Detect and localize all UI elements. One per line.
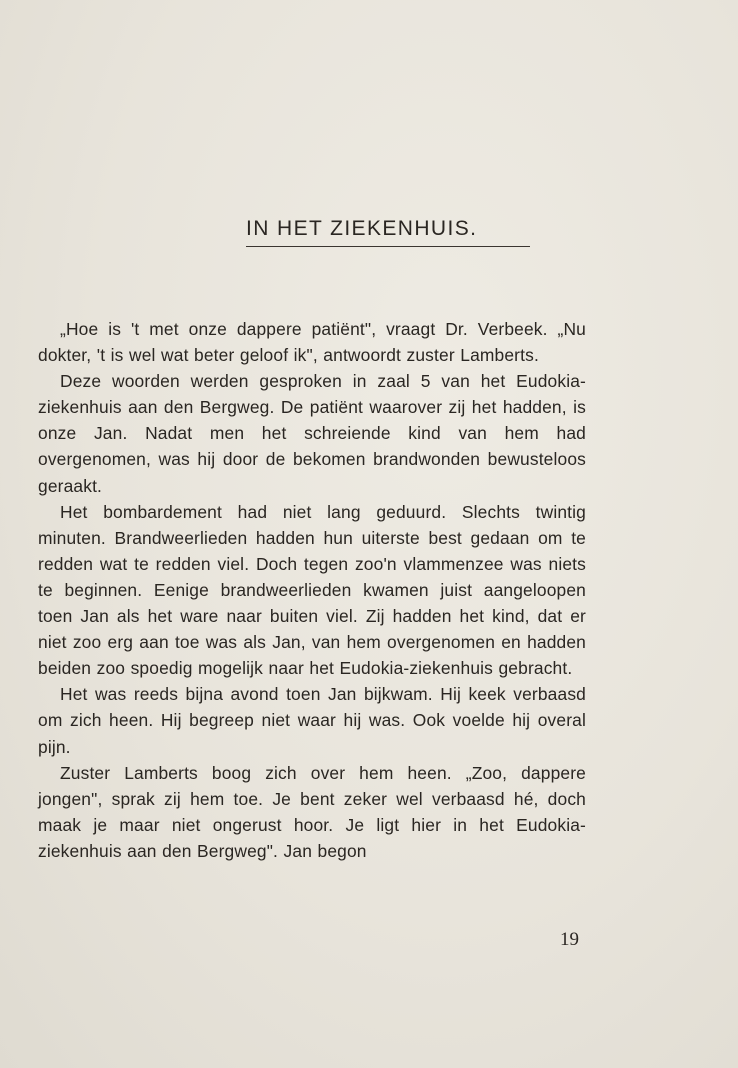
page-number: 19 xyxy=(560,929,579,950)
paragraph-1: „Hoe is 't met onze dappere patiënt", vraagt Dr. Verbeek. „Nu dokter, 't is wel wat beter geloof ik", antwoordt zuster Lamberts. xyxy=(38,319,586,366)
paragraph-2: Deze woorden werden gesproken in zaal 5 van het Eudokia-ziekenhuis aan den Bergweg. De patiënt waarover zij het hadden, is onze Jan. Nadat men het schreiende kind van hem had overgenomen, was hij door de bekomen brandwonden bewusteloos geraakt. xyxy=(38,371,586,496)
paragraph-4: Het was reeds bijna avond toen Jan bijkwam. Hij keek verbaasd om zich heen. Hij begreep niet waar hij was. Ook voelde hij overal pijn. xyxy=(38,684,586,757)
paragraph-5: Zuster Lamberts boog zich over hem heen. „Zoo, dappere jongen", sprak zij hem toe. Je bent zeker wel verbaasd hé, doch maak je maar niet ongerust hoor. Je ligt hier in het Eudokia-ziekenhuis aan den Bergweg". Jan begon xyxy=(38,762,586,861)
paragraph-3: Het bombardement had niet lang geduurd. Slechts twintig minuten. Brandweerlieden hadden hun uiterste best gedaan om te redden wat te redden viel. Doch tegen zoo'n vlammenzee was niets te beginnen. Eenige brandweerlieden kwamen juist aangeloopen toen Jan als het ware naar buiten viel. Zij hadden het kind, dat er niet zoo erg aan toe was als Jan, van hem overgenomen en hadden beiden zoo spoedig mogelijk naar het Eudokia-ziekenhuis gebracht. xyxy=(38,501,586,679)
chapter-title: IN HET ZIEKENHUIS. xyxy=(246,214,530,247)
body-text xyxy=(38,316,586,864)
